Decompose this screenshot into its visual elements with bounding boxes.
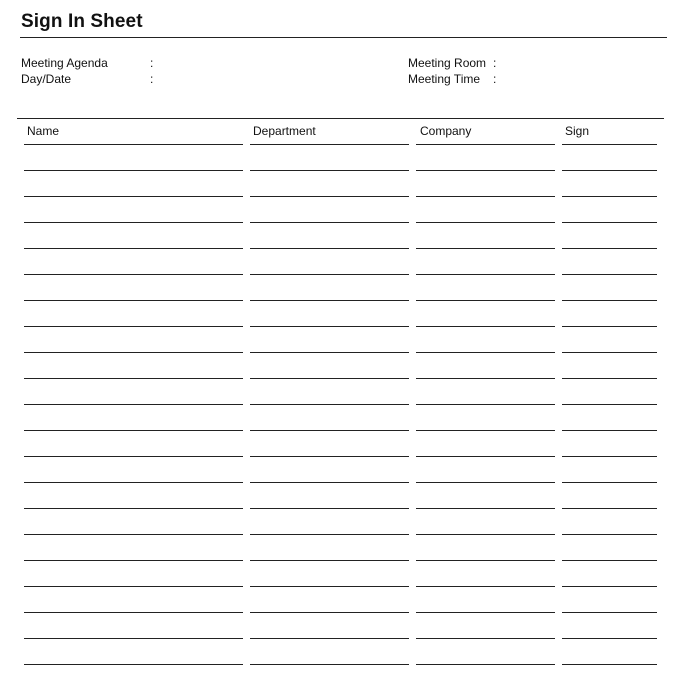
row-17-sign-line [562,560,657,561]
row-20-company-line [416,638,555,639]
row-21-department-line [250,664,409,665]
meeting-time-label: Meeting Time [408,72,481,86]
row-14-company-line [416,482,555,483]
row-13-company-line [416,456,555,457]
row-17-company-line [416,560,555,561]
row-12-company-line [416,430,555,431]
row-8-sign-line [562,326,657,327]
row-12-name-line [24,430,243,431]
row-8-name-line [24,326,243,327]
row-7-sign-line [562,300,657,301]
row-3-department-line [250,196,409,197]
day-date-colon: : [150,72,154,86]
row-13-name-line [24,456,243,457]
row-17-department-line [250,560,409,561]
row-1-company-line [416,144,555,145]
row-2-sign-line [562,170,657,171]
row-18-department-line [250,586,409,587]
row-20-department-line [250,638,409,639]
row-11-department-line [250,404,409,405]
meeting-agenda-colon: : [150,56,154,70]
meeting-room-colon: : [493,56,497,70]
row-9-company-line [416,352,555,353]
row-6-name-line [24,274,243,275]
row-4-department-line [250,222,409,223]
row-16-department-line [250,534,409,535]
row-16-company-line [416,534,555,535]
row-1-department-line [250,144,409,145]
column-header-department: Department [253,124,316,138]
column-header-sign: Sign [565,124,590,138]
row-20-sign-line [562,638,657,639]
row-14-department-line [250,482,409,483]
row-14-name-line [24,482,243,483]
row-10-sign-line [562,378,657,379]
row-3-company-line [416,196,555,197]
row-5-department-line [250,248,409,249]
row-4-sign-line [562,222,657,223]
row-16-name-line [24,534,243,535]
row-21-name-line [24,664,243,665]
row-14-sign-line [562,482,657,483]
row-12-department-line [250,430,409,431]
row-15-company-line [416,508,555,509]
row-19-department-line [250,612,409,613]
row-2-name-line [24,170,243,171]
meeting-agenda-label: Meeting Agenda [21,56,108,70]
row-5-name-line [24,248,243,249]
row-9-sign-line [562,352,657,353]
row-15-name-line [24,508,243,509]
row-3-sign-line [562,196,657,197]
row-19-name-line [24,612,243,613]
row-15-sign-line [562,508,657,509]
row-13-department-line [250,456,409,457]
day-date-label: Day/Date [21,72,72,86]
row-21-sign-line [562,664,657,665]
row-18-company-line [416,586,555,587]
row-7-department-line [250,300,409,301]
meeting-time-colon: : [493,72,497,86]
row-9-department-line [250,352,409,353]
row-16-sign-line [562,534,657,535]
row-19-sign-line [562,612,657,613]
row-19-company-line [416,612,555,613]
row-4-company-line [416,222,555,223]
row-15-department-line [250,508,409,509]
row-11-name-line [24,404,243,405]
table-top-rule [17,118,664,119]
row-2-department-line [250,170,409,171]
row-8-company-line [416,326,555,327]
row-7-company-line [416,300,555,301]
row-20-name-line [24,638,243,639]
row-4-name-line [24,222,243,223]
row-9-name-line [24,352,243,353]
row-10-name-line [24,378,243,379]
row-7-name-line [24,300,243,301]
row-5-company-line [416,248,555,249]
row-8-department-line [250,326,409,327]
row-5-sign-line [562,248,657,249]
row-6-department-line [250,274,409,275]
row-1-sign-line [562,144,657,145]
meeting-room-label: Meeting Room [408,56,487,70]
row-10-company-line [416,378,555,379]
row-6-company-line [416,274,555,275]
page-title: Sign In Sheet [21,11,143,32]
row-11-sign-line [562,404,657,405]
row-10-department-line [250,378,409,379]
row-3-name-line [24,196,243,197]
row-1-name-line [24,144,243,145]
row-18-sign-line [562,586,657,587]
row-2-company-line [416,170,555,171]
row-17-name-line [24,560,243,561]
column-header-name: Name [27,124,60,138]
row-13-sign-line [562,456,657,457]
title-divider [20,37,667,38]
column-header-company: Company [420,124,472,138]
row-11-company-line [416,404,555,405]
row-12-sign-line [562,430,657,431]
row-6-sign-line [562,274,657,275]
row-18-name-line [24,586,243,587]
row-21-company-line [416,664,555,665]
